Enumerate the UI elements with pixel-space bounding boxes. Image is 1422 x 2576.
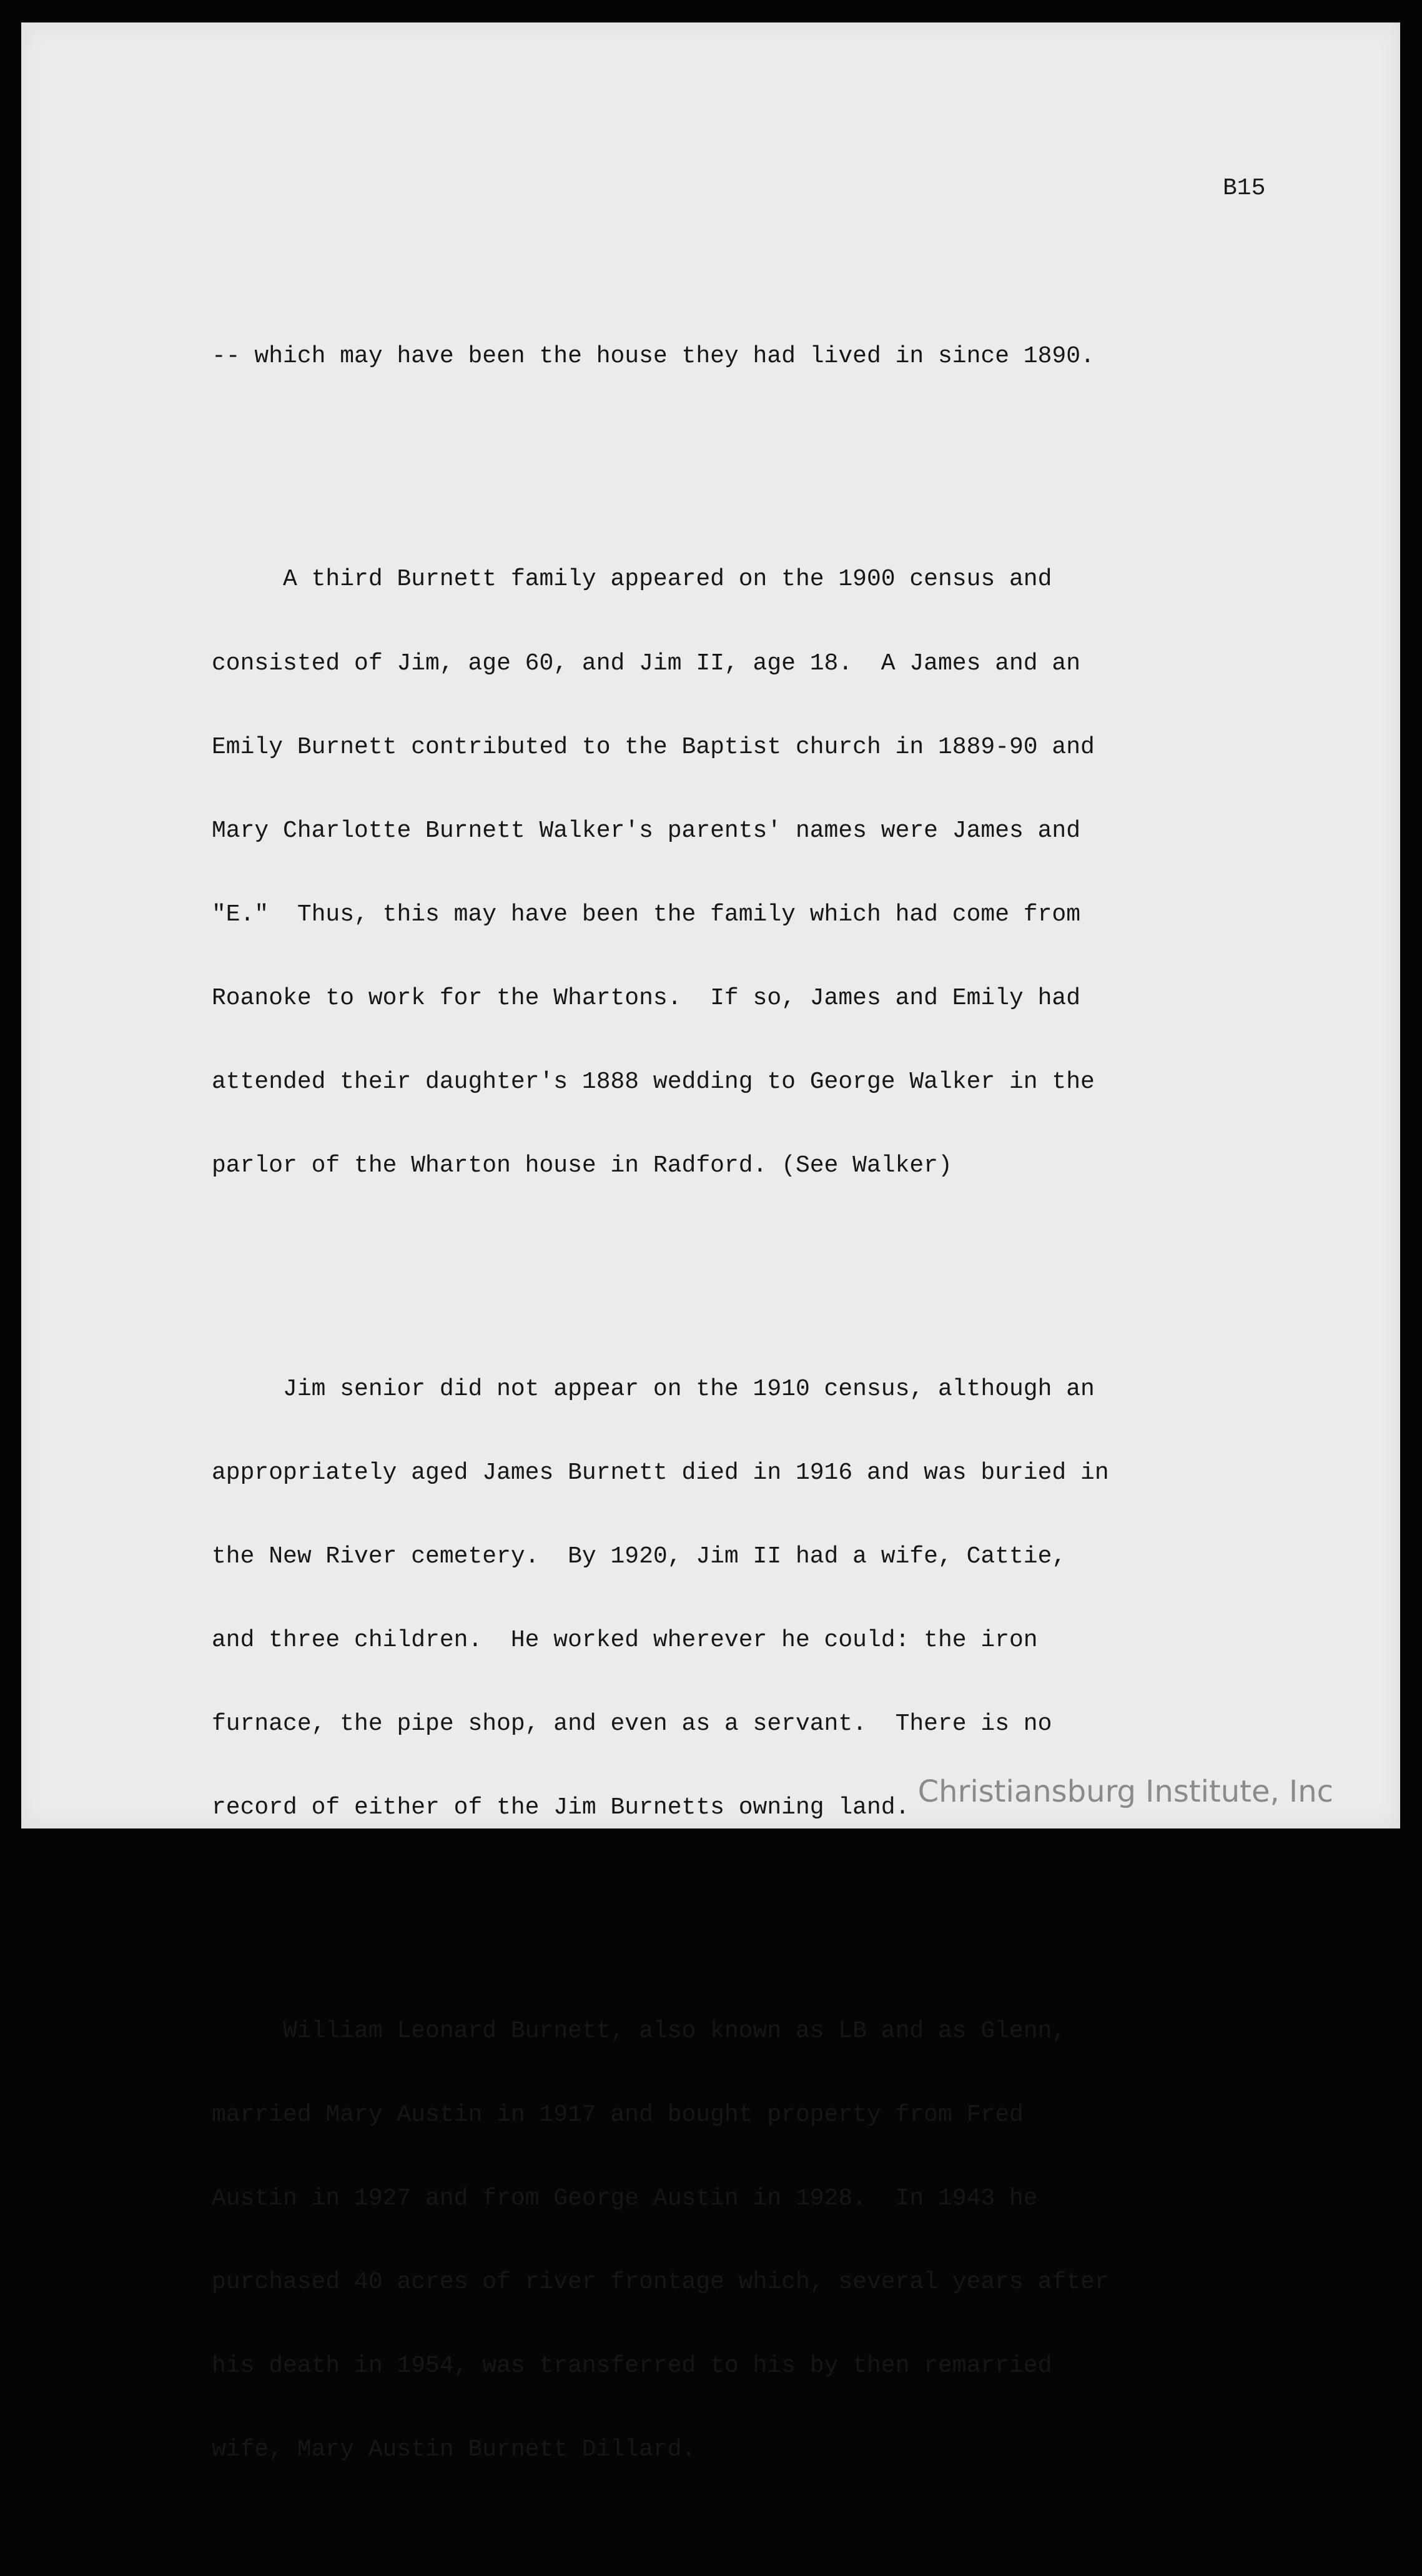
text-line: Emily Burnett contributed to the Baptist church in 1889-90 and — [212, 733, 1095, 761]
text-line: "E." Thus, this may have been the family which had come from — [212, 901, 1081, 928]
paragraph-2 — [212, 510, 1348, 1236]
text-line: furnace, the pipe shop, and even as a servant. There is no — [212, 1710, 1052, 1738]
text-line: married Mary Austin in 1917 and bought property from Fred — [212, 2101, 1024, 2128]
watermark-text: Christiansburg Institute, Inc — [917, 1774, 1333, 1809]
text-line: parlor of the Wharton house in Radford. (See Walker) — [212, 1152, 952, 1180]
text-line: wife, Mary Austin Burnett Dillard. — [212, 2436, 696, 2464]
text-line: Jim senior did not appear on the 1910 census, although an — [212, 1375, 1095, 1403]
text-line: Mary Charlotte Burnett Walker's parents' names were James and — [212, 817, 1081, 844]
text-line: record of either of the Jim Burnetts owning land. — [212, 1794, 910, 1822]
paragraph-4 — [212, 1962, 1348, 2520]
text-line: his death in 1954, was transferred to his by then remarried — [212, 2352, 1052, 2380]
text-line: Austin in 1927 and from George Austin in 1928. In 1943 he — [212, 2184, 1038, 2212]
text-line: Roanoke to work for the Whartons. If so, James and Emily had — [212, 984, 1081, 1012]
text-line: attended their daughter's 1888 wedding to George Walker in the — [212, 1068, 1095, 1095]
text-line: William Leonard Burnett, also known as LB and as Glenn, — [212, 2017, 1067, 2045]
text-line: -- which may have been the house they had lived in since 1890. — [212, 342, 1095, 370]
paragraph-1 — [212, 287, 1348, 427]
text-line: and three children. He worked wherever he could: the iron — [212, 1626, 1038, 1654]
document-body — [212, 231, 1348, 2576]
text-line: appropriately aged James Burnett died in 1916 and was buried in — [212, 1459, 1109, 1486]
text-line: the New River cemetery. By 1920, Jim II had a wife, Cattie, — [212, 1542, 1067, 1570]
text-line: A third Burnett family appeared on the 1900 census and — [212, 566, 1052, 593]
text-line: consisted of Jim, age 60, and Jim II, age 18. A James and an — [212, 649, 1081, 677]
text-line: purchased 40 acres of river frontage which, several years after — [212, 2269, 1109, 2296]
page-number: B15 — [1223, 175, 1266, 202]
document-page — [21, 22, 1400, 2464]
